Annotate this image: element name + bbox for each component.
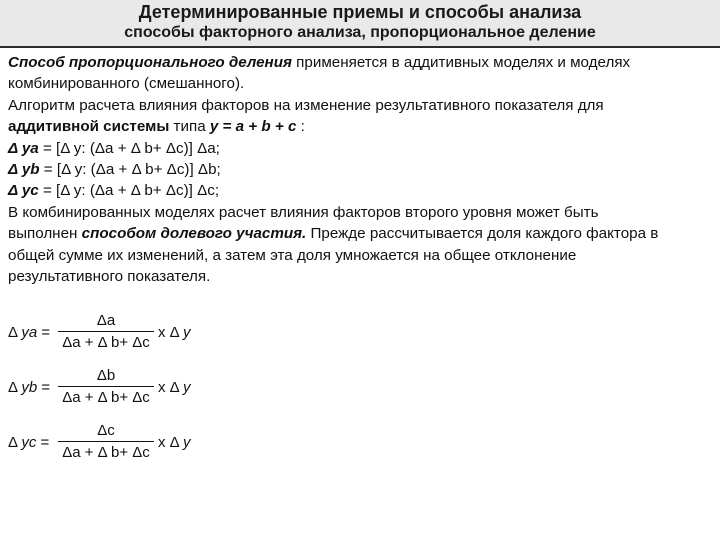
paragraph-2-line-3: общей сумме их изменений, а затем эта доля умножается на общее отклонение <box>8 246 577 264</box>
y-variable: y <box>183 324 191 341</box>
slide-title: Детерминированные приемы и способы анализа <box>138 2 582 22</box>
paragraph-1-text: применяется в аддитивных моделях и моделях <box>291 54 631 71</box>
formula-yc-multiplier <box>158 434 191 451</box>
fraction-bar <box>58 386 154 387</box>
equals-sign: = <box>37 324 51 341</box>
equation-yb-rhs: = [Δ y: (Δa + Δ b+ Δc)] Δb; <box>39 161 221 179</box>
formula-yc-lhs <box>8 434 49 451</box>
delta-symbol: Δ <box>8 434 22 451</box>
equation-yc <box>8 180 712 201</box>
fraction-bar <box>58 331 154 332</box>
formula-ya-lhs <box>8 324 50 341</box>
slide-header <box>0 0 720 46</box>
equals-sign: = <box>37 379 51 396</box>
equation-ya-rhs: = [Δ y: (Δa + Δ b+ Δc)] Δa; <box>38 139 220 157</box>
equation-yc-lhs: Δ yc <box>8 182 39 200</box>
formula-ya-denominator: Δa + Δ b+ Δc <box>62 334 150 351</box>
additive-system-emphasis: аддитивной системы <box>8 118 170 136</box>
paragraph-2-line-2 <box>8 223 712 244</box>
fraction-formula-ya <box>8 312 308 356</box>
y-variable: y <box>183 434 191 451</box>
paragraph-1-line-2: комбинированного (смешанного). <box>8 75 245 93</box>
equation-ya-lhs: Δ ya <box>8 139 39 157</box>
fraction-formula-yb <box>8 367 308 411</box>
formula-ya-fraction <box>58 312 154 352</box>
formula-yb-numerator: Δb <box>96 367 116 384</box>
y-variable: y <box>183 379 191 396</box>
algorithm-line-2 <box>8 116 712 137</box>
formula-yb-lhs <box>8 379 50 396</box>
equation-yb <box>8 159 712 180</box>
equals-sign: = <box>36 434 50 451</box>
delta-symbol: Δ <box>8 324 22 341</box>
multiplier-text: x Δ <box>158 379 184 396</box>
equation-yc-rhs: = [Δ y: (Δa + Δ b+ Δc)] Δc; <box>38 182 220 200</box>
formula-yc-variable: yc <box>21 434 37 451</box>
formula-ya-multiplier <box>158 324 191 341</box>
delta-symbol: Δ <box>8 379 22 396</box>
paragraph-2-line-1: В комбинированных моделях расчет влияния факторов второго уровня может быть <box>8 203 599 221</box>
formula-yc-numerator: Δc <box>97 422 115 439</box>
algorithm-line-1: Алгоритм расчета влияния факторов на изменение результативного показателя для <box>8 96 604 114</box>
multiplier-text: x Δ <box>158 324 184 341</box>
equation-ya <box>8 138 712 159</box>
formula-yb-multiplier <box>158 379 191 396</box>
formula-yc-denominator: Δa + Δ b+ Δc <box>62 444 150 461</box>
share-method-emphasis: способом долевого участия. <box>81 225 307 243</box>
fraction-formula-yc <box>8 422 308 466</box>
slide-subtitle: способы факторного анализа, пропорциональное деление <box>124 24 596 41</box>
multiplier-text: x Δ <box>158 434 184 451</box>
formula-yc-fraction <box>58 422 154 462</box>
paragraph-1-line-1 <box>8 52 712 73</box>
formula-ya-numerator: Δa <box>96 312 116 329</box>
paragraph-2-line-4: результативного показателя. <box>8 268 211 286</box>
type-text: типа <box>169 118 210 136</box>
fraction-bar <box>58 441 154 442</box>
header-divider <box>0 46 720 48</box>
slide-body <box>8 52 712 287</box>
paragraph-2-start: выполнен <box>8 225 82 243</box>
formula-ya-variable: ya <box>21 324 38 341</box>
colon: : <box>296 118 305 136</box>
paragraph-2-rest: Прежде рассчитывается доля каждого фактора в <box>306 225 659 243</box>
formula-yb-variable: yb <box>21 379 38 396</box>
formula-yb-fraction <box>58 367 154 407</box>
method-name-emphasis: Способ пропорционального деления <box>8 54 292 71</box>
model-formula: y = a + b + c <box>209 118 297 136</box>
equation-yb-lhs: Δ yb <box>8 161 40 179</box>
formula-yb-denominator: Δa + Δ b+ Δc <box>62 389 150 406</box>
